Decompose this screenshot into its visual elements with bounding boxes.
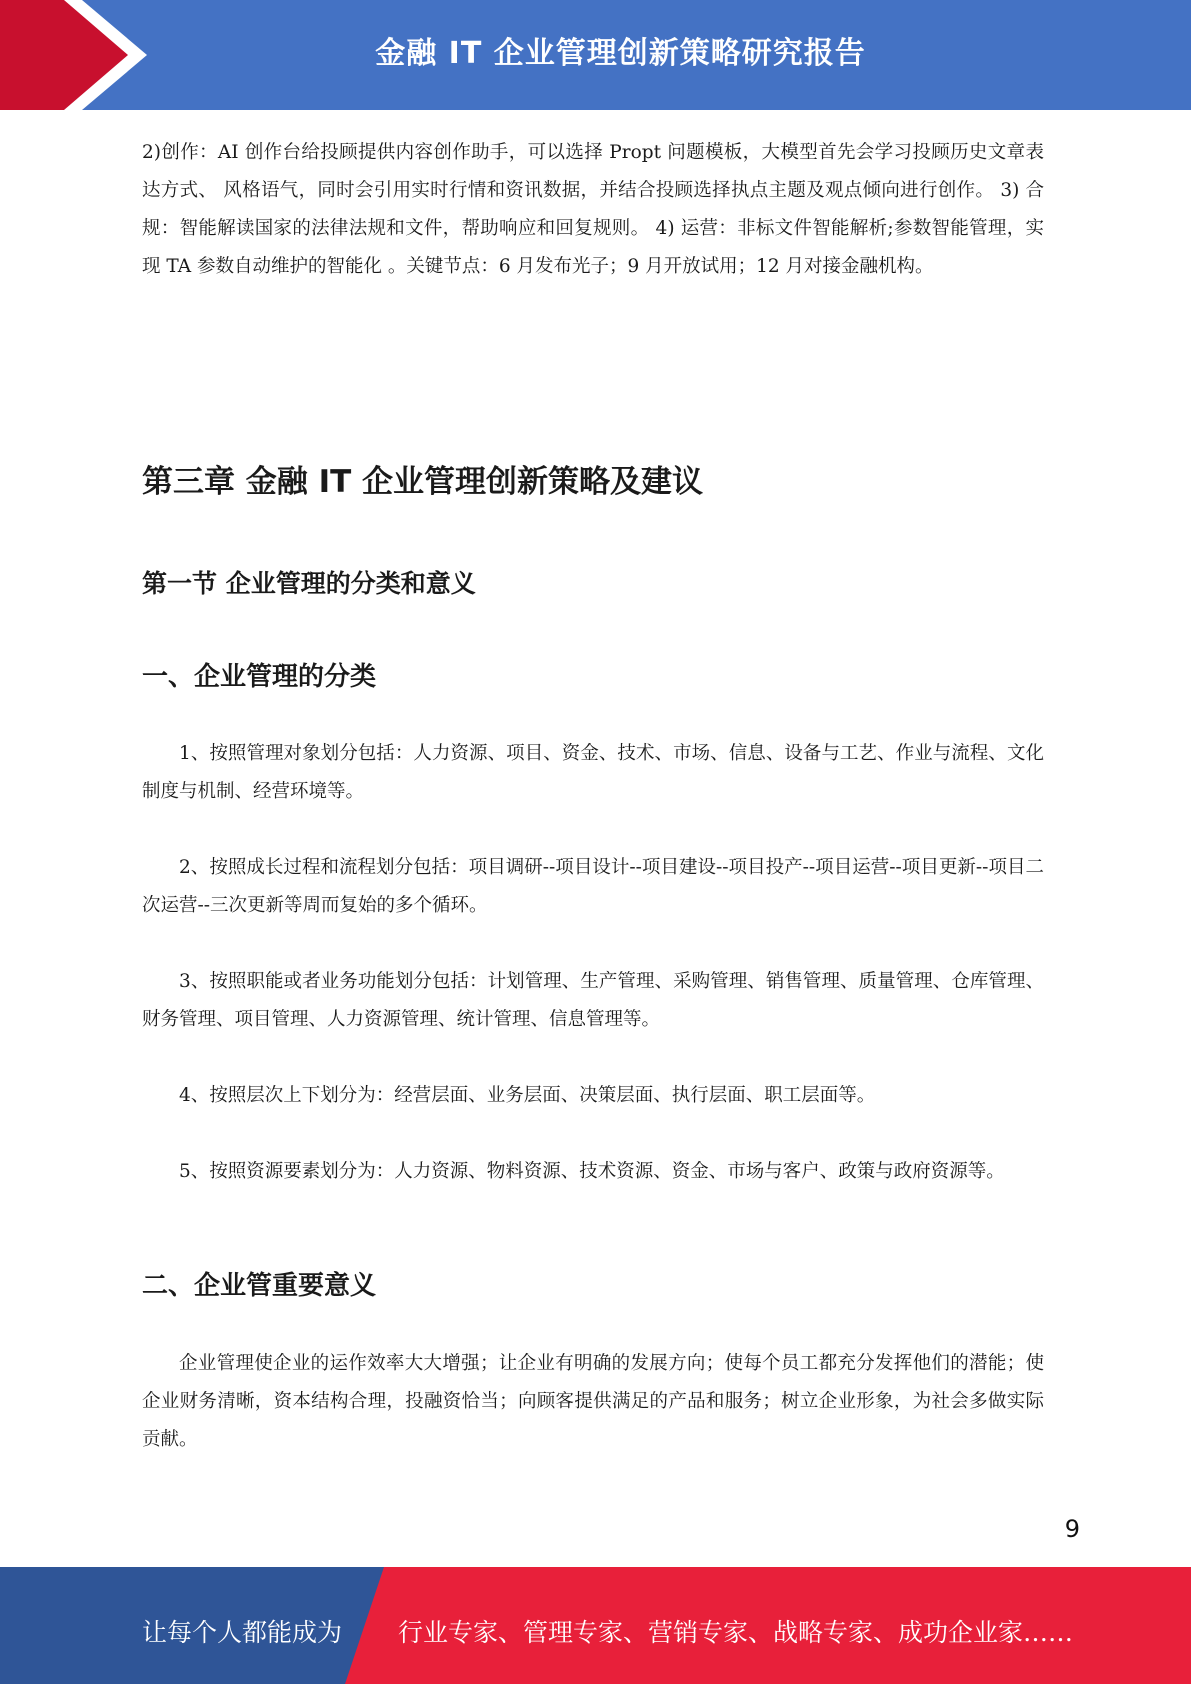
chapter-title: 第三章 金融 IT 企业管理创新策略及建议: [142, 464, 704, 500]
page-footer: [0, 1567, 1191, 1684]
part2-heading: 二、企业管重要意义: [142, 1271, 377, 1301]
classification-item-3: [142, 963, 1044, 1039]
classification-item-2: [142, 849, 1044, 925]
footer-slogan-left: 让每个人都能成为: [142, 1618, 343, 1647]
classification-text: 2、按照成长过程和流程划分包括：项目调研--项目设计--项目建设--项目投产--项目运营--项目更新--项目二次运营--三次更新等周而复始的多个循环。: [142, 857, 1044, 916]
classification-item-1: [142, 735, 1044, 811]
classification-item-5: [142, 1153, 1044, 1191]
classification-item-4: [142, 1077, 1044, 1115]
intro-block: [142, 134, 1044, 286]
intro-paragraph: 2)创作：AI 创作台给投顾提供内容创作助手，可以选择 Propt 问题模板，大模型首先会学习投顾历史文章表达方式、 风格语气，同时会引用实时行情和资讯数据，并结合投顾选择执点主题及观点倾向进行创作。 3) 合规：智能解读国家的法律法规和文件，帮助响应和回复规则。 4) 运营：非标文件智能解析;参数智能管理，实现 TA 参数自动维护的智能化 。关键节点：6 月发布光子；9 月开放试用；12 月对接金融机构。: [142, 142, 1044, 277]
classification-text: 4、按照层次上下划分为：经营层面、业务层面、决策层面、执行层面、职工层面等。: [179, 1085, 876, 1106]
part1-heading: 一、企业管理的分类: [142, 662, 377, 692]
report-title: 金融 IT 企业管理创新策略研究报告: [375, 36, 866, 71]
classification-text: 3、按照职能或者业务功能划分包括：计划管理、生产管理、采购管理、销售管理、质量管理、仓库管理、财务管理、项目管理、人力资源管理、统计管理、信息管理等。: [142, 971, 1044, 1030]
classification-text: 1、按照管理对象划分包括：人力资源、项目、资金、技术、市场、信息、设备与工艺、作业与流程、文化制度与机制、经营环境等。: [142, 743, 1044, 802]
page-number: 9: [1064, 1515, 1080, 1543]
footer-slogan-right: 行业专家、管理专家、营销专家、战略专家、成功企业家……: [398, 1618, 1074, 1647]
classification-text: 5、按照资源要素划分为：人力资源、物料资源、技术资源、资金、市场与客户、政策与政府资源等。: [179, 1161, 1005, 1182]
page-header: [0, 0, 1191, 110]
significance-paragraph: 企业管理使企业的运作效率大大增强；让企业有明确的发展方向；使每个员工都充分发挥他们的潜能；使企业财务清晰，资本结构合理，投融资恰当；向顾客提供满足的产品和服务；树立企业形象，为社会多做实际贡献。: [142, 1353, 1044, 1450]
section-title: 第一节 企业管理的分类和意义: [142, 569, 476, 598]
significance-block: [142, 1345, 1044, 1459]
